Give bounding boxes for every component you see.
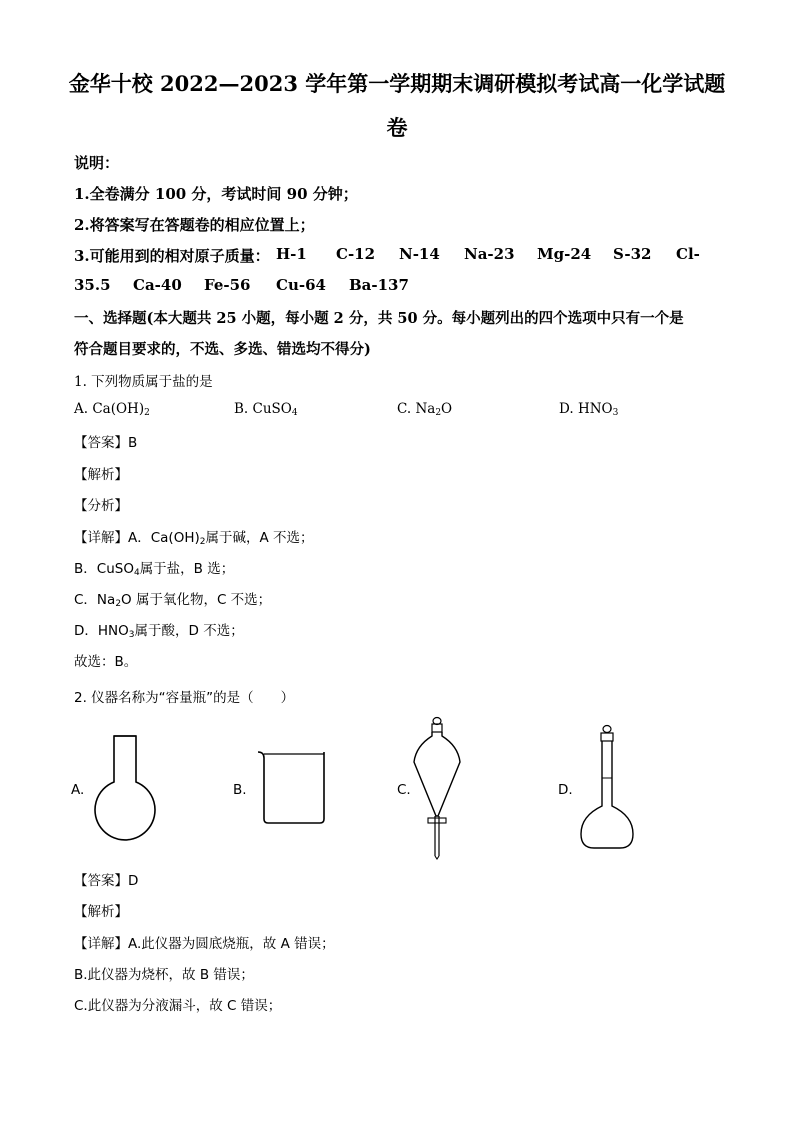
atomic-mass: C-12 (336, 245, 376, 263)
atomic-mass: Cu-64 (276, 276, 326, 294)
round-bottom-flask-icon (90, 734, 160, 844)
answer-line (74, 431, 137, 451)
detail-tag: 【详解】 (74, 936, 128, 952)
beaker-icon (254, 749, 332, 827)
detail-tag: 【详解】 (74, 530, 128, 546)
question-stem: 2. 仪器名称为“容量瓶”的是（ ） (74, 690, 295, 706)
option-label-c: C. (397, 782, 411, 798)
detail-line: 【详解】A.此仪器为圆底烧瓶，故 A 错误； (74, 936, 335, 952)
question-stem: 1. 下列物质属于盐的是 (74, 374, 213, 390)
page-title-continued: 卷 (386, 115, 408, 140)
detail-line: 【详解】A．$Ca(OH)_2$属于碱，A 不选； (74, 530, 314, 547)
fenxi-tag: 【分析】 (74, 498, 128, 514)
answer-tag: 【答案】 (74, 435, 128, 451)
option-c: C. $Na_2O$ (397, 401, 453, 418)
note-item-3: 3.可能用到的相对原子质量： (74, 247, 270, 265)
detail-line: C.此仪器为分液漏斗，故 C 错误； (74, 998, 282, 1014)
atomic-mass: Fe-56 (204, 276, 251, 294)
detail-line: D．$HNO_3$属于酸，D 不选； (74, 623, 244, 640)
atomic-mass: H-1 (276, 245, 307, 263)
separatory-funnel-icon (412, 714, 462, 860)
note-item-2: 2.将答案写在答题卷的相应位置上； (74, 216, 315, 234)
option-b: B. CuSO$_4$ (234, 401, 298, 418)
answer-value: B (128, 435, 138, 451)
atomic-mass: S-32 (613, 245, 652, 263)
atomic-mass: Mg-24 (537, 245, 592, 263)
detail-line: B．CuSO$_4$属于盐，B 选； (74, 561, 235, 578)
analysis-tag: 【解析】 (74, 467, 128, 483)
option-label-d: D. (558, 782, 573, 798)
notes-heading: 说明： (74, 154, 120, 172)
atomic-mass: N-14 (399, 245, 440, 263)
atomic-mass: Cl- (676, 245, 700, 263)
atomic-mass: Na-23 (464, 245, 515, 263)
note-item-1: 1.全卷满分 100 分，考试时间 90 分钟； (74, 185, 358, 203)
section-heading: 一、选择题(本大题共 25 小题，每小题 2 分，共 50 分。每小题列出的四个选项中只有一个是 (74, 310, 684, 327)
option-d: D. $HNO_3$ (559, 401, 619, 418)
page-title: 金华十校 2022—2023 学年第一学期期末调研模拟考试高一化学试题 (68, 71, 726, 96)
answer-tag: 【答案】 (74, 873, 128, 889)
answer-line (74, 869, 138, 889)
detail-line: C．$Na_2O$ 属于氧化物，C 不选； (74, 592, 272, 609)
detail-line: B.此仪器为烧杯，故 B 错误； (74, 967, 254, 983)
option-label-a: A. (71, 782, 85, 798)
analysis-tag: 【解析】 (74, 904, 128, 920)
atomic-mass: Ca-40 (133, 276, 182, 294)
volumetric-flask-icon (578, 724, 636, 852)
conclusion: 故选：B。 (74, 654, 138, 670)
option-label-b: B. (233, 782, 247, 798)
section-heading-continued: 符合题目要求的，不选、多选、错选均不得分) (74, 341, 371, 358)
option-a: A. $Ca(OH)_2$ (74, 401, 150, 418)
atomic-mass: Ba-137 (349, 276, 409, 294)
answer-value: D (128, 873, 139, 889)
atomic-mass: 35.5 (74, 276, 111, 294)
